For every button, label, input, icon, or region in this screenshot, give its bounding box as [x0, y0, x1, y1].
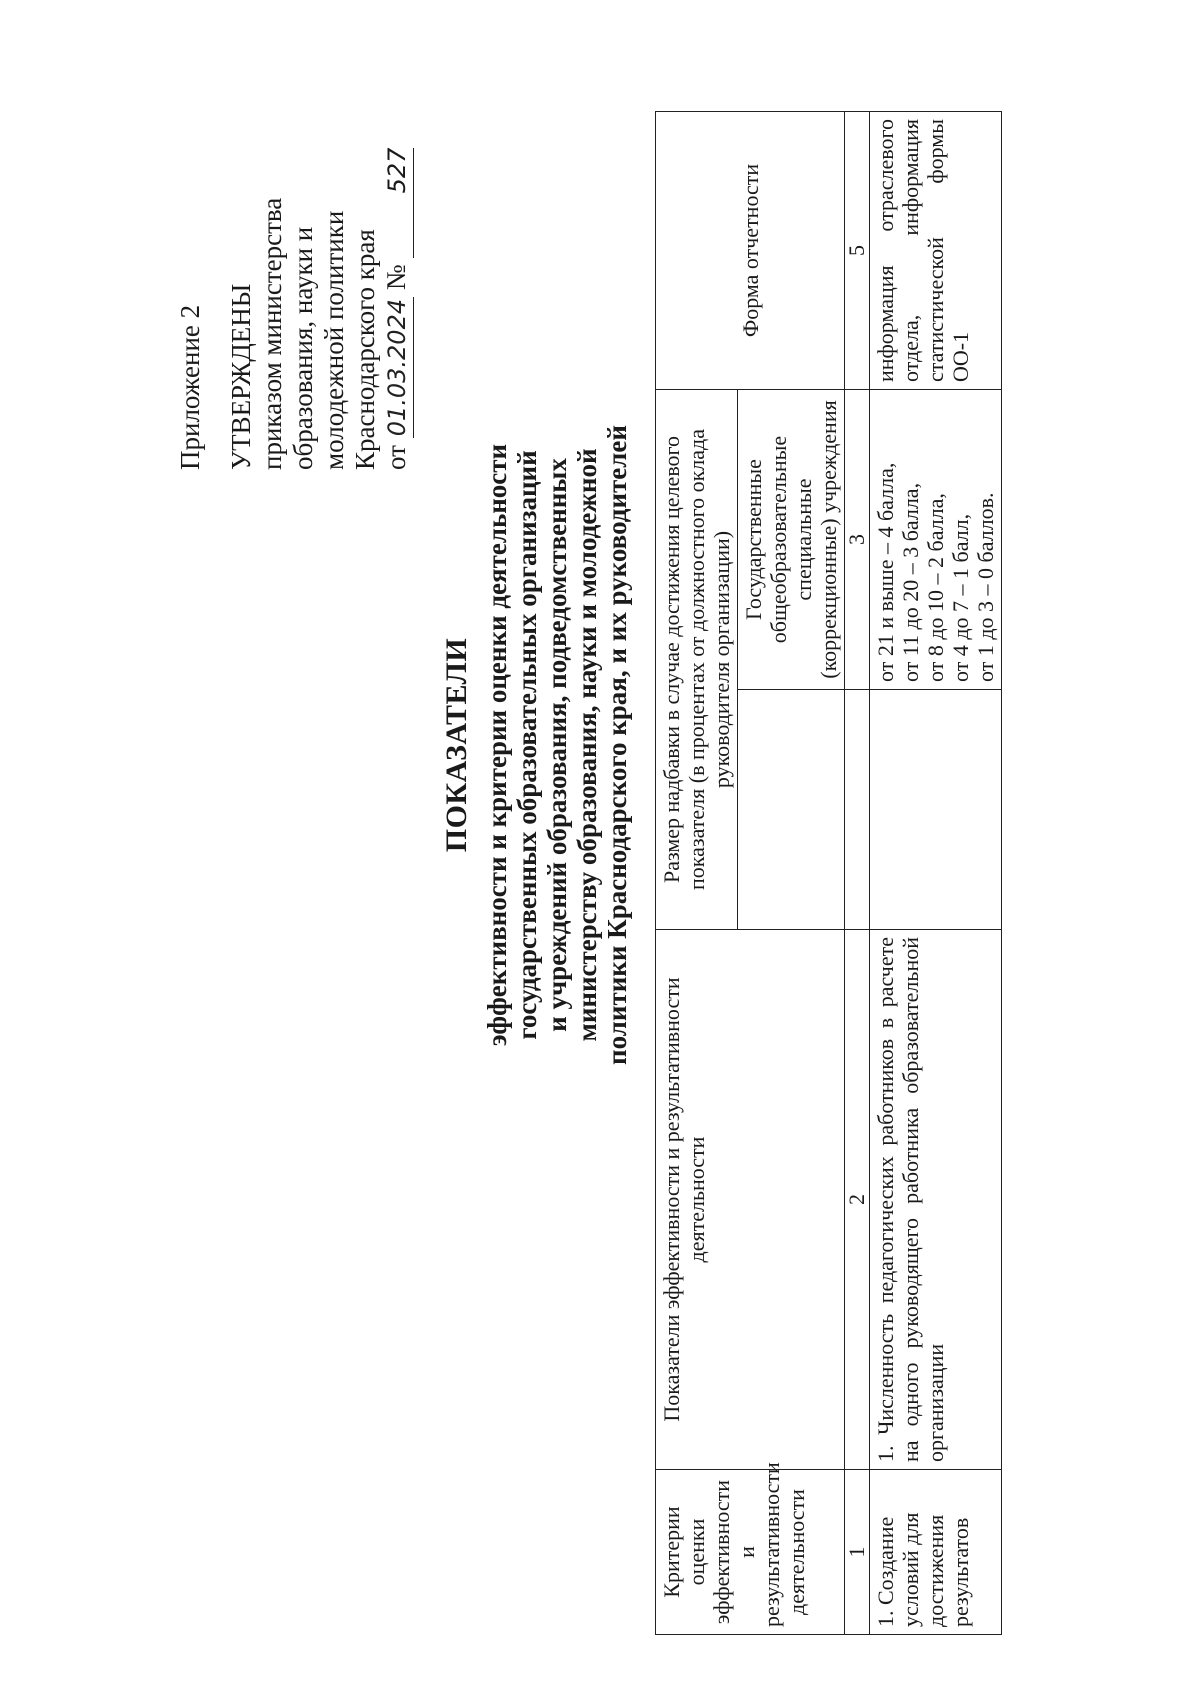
- bonus-value: от 21 и выше – 4 балла,: [873, 462, 898, 682]
- document-title: ПОКАЗАТЕЛИ: [440, 637, 473, 853]
- column-number-row: [845, 112, 870, 1635]
- header-bonus-size: Размер надбавки в случае достижения целевого показателя (в процентах от должностного оклада руководителя организации): [656, 390, 738, 930]
- report-form-cell: информация отраслевого отдела, информация статистической формы ОО-1: [870, 112, 1002, 390]
- column-number-blank: [845, 690, 870, 930]
- empty-cell: [870, 690, 1002, 930]
- bonus-value: от 1 до 3 – 0 баллов.: [973, 492, 998, 682]
- table-row: [870, 112, 1002, 1635]
- header-bonus-blank: [738, 690, 845, 930]
- column-number: 5: [845, 112, 870, 390]
- heading-line: министерству образования, науки и молодежной: [572, 448, 602, 1042]
- header-institution-type: Государственные общеобразовательные специальные (коррекционные) учреждения: [738, 390, 845, 690]
- column-number: 3: [845, 390, 870, 690]
- handwritten-number: 527: [382, 148, 414, 258]
- indicator-cell: 1. Численность педагогических работников в расчете на одного руководящего работника образовательной организации: [870, 930, 1002, 1470]
- heading-line: государственных образовательных организаций: [512, 450, 542, 1040]
- header-indicators: Показатели эффективности и результативности деятельности: [656, 930, 845, 1470]
- handwritten-date: 01.03.2024: [382, 297, 414, 438]
- heading-line: и учреждений образования, подведомственных: [542, 458, 572, 1032]
- header-report-form: Форма отчетности: [656, 112, 845, 390]
- column-number: 2: [845, 930, 870, 1470]
- approval-block: [175, 40, 414, 470]
- approval-line: образования, науки и: [288, 226, 318, 470]
- heading-line: эффективности и критерии оценки деятельности: [482, 443, 512, 1047]
- document-heading: [440, 155, 632, 1335]
- bonus-values-cell: [870, 390, 1002, 690]
- header-row: [656, 112, 738, 1635]
- approval-line: молодежной политики: [319, 210, 349, 470]
- approval-date-line: [381, 40, 414, 470]
- approval-line: приказом министерства: [257, 197, 287, 470]
- approved-label: УТВЕРЖДЕНЫ: [226, 283, 256, 470]
- bonus-value: от 11 до 20 – 3 балла,: [898, 482, 923, 682]
- date-prefix: от: [381, 445, 411, 470]
- heading-line: политики Краснодарского края, и их руководителей: [602, 425, 632, 1065]
- number-label: №: [381, 264, 411, 291]
- header-criteria: Критерии оценки эффективности и результативности деятельности: [656, 1470, 845, 1635]
- appendix-number: Приложение 2: [175, 304, 205, 470]
- bonus-value: от 4 до 7 – 1 балл,: [948, 513, 973, 682]
- indicators-table: [655, 111, 1002, 1635]
- criterion-cell: 1. Создание условий для достижения результатов: [870, 1470, 1002, 1635]
- bonus-value: от 8 до 10 – 2 балла,: [923, 493, 948, 682]
- column-number: 1: [845, 1470, 870, 1635]
- approval-line: Краснодарского края: [350, 229, 380, 470]
